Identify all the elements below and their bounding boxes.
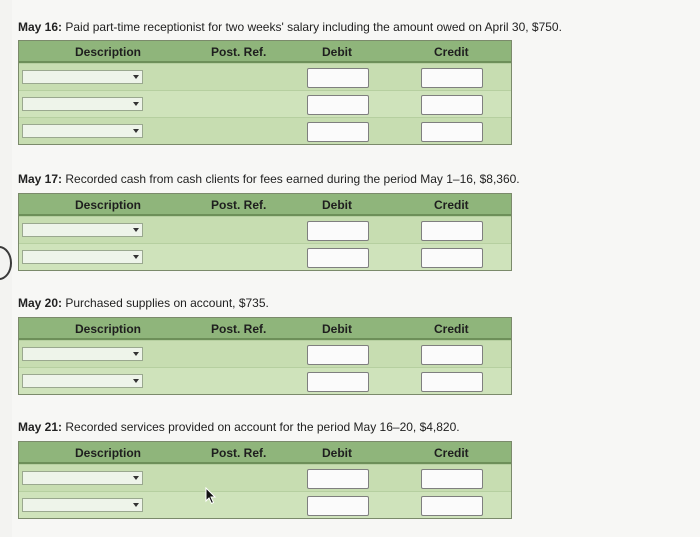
debit-input[interactable] bbox=[307, 469, 369, 489]
account-select[interactable] bbox=[22, 97, 143, 111]
entry-date: May 20: bbox=[18, 296, 63, 310]
col-debit: Debit bbox=[322, 322, 352, 336]
account-select[interactable] bbox=[22, 471, 143, 485]
col-debit: Debit bbox=[322, 45, 352, 59]
account-select[interactable] bbox=[22, 374, 143, 388]
col-description: Description bbox=[75, 322, 142, 336]
entry-date: May 17: bbox=[18, 172, 63, 186]
entry-row bbox=[19, 491, 511, 518]
journal-grid bbox=[18, 193, 512, 271]
dropdown-arrow-icon bbox=[133, 129, 139, 133]
col-post-ref: Post. Ref. bbox=[211, 198, 267, 212]
credit-input[interactable] bbox=[421, 122, 483, 142]
dropdown-arrow-icon bbox=[133, 379, 139, 383]
entry-row bbox=[19, 340, 511, 367]
entry-row bbox=[19, 117, 511, 144]
credit-input[interactable] bbox=[421, 95, 483, 115]
account-select[interactable] bbox=[22, 250, 143, 264]
entry-title bbox=[18, 172, 520, 186]
credit-input[interactable] bbox=[421, 345, 483, 365]
grid-header bbox=[19, 318, 511, 340]
entry-row bbox=[19, 464, 511, 491]
journal-grid bbox=[18, 317, 512, 395]
dropdown-arrow-icon bbox=[133, 352, 139, 356]
journal-grid bbox=[18, 441, 512, 519]
entry-date: May 21: bbox=[18, 420, 63, 434]
grid-header bbox=[19, 41, 511, 63]
credit-input[interactable] bbox=[421, 372, 483, 392]
dropdown-arrow-icon bbox=[133, 255, 139, 259]
debit-input[interactable] bbox=[307, 68, 369, 88]
col-description: Description bbox=[75, 45, 142, 59]
col-post-ref: Post. Ref. bbox=[211, 322, 267, 336]
dropdown-arrow-icon bbox=[133, 102, 139, 106]
col-description: Description bbox=[75, 198, 142, 212]
debit-input[interactable] bbox=[307, 345, 369, 365]
entry-title bbox=[18, 20, 562, 34]
debit-input[interactable] bbox=[307, 122, 369, 142]
entry-text: Purchased supplies on account, $735. bbox=[65, 296, 269, 310]
account-select[interactable] bbox=[22, 124, 143, 138]
credit-input[interactable] bbox=[421, 221, 483, 241]
entry-text: Recorded cash from cash clients for fees earned during the period May 1–16, $8,360. bbox=[65, 172, 520, 186]
entry-title bbox=[18, 420, 460, 434]
entry-row bbox=[19, 90, 511, 117]
debit-input[interactable] bbox=[307, 248, 369, 268]
credit-input[interactable] bbox=[421, 469, 483, 489]
entry-row bbox=[19, 367, 511, 394]
entry-row bbox=[19, 63, 511, 90]
dropdown-arrow-icon bbox=[133, 75, 139, 79]
account-select[interactable] bbox=[22, 70, 143, 84]
account-select[interactable] bbox=[22, 347, 143, 361]
account-select[interactable] bbox=[22, 223, 143, 237]
debit-input[interactable] bbox=[307, 496, 369, 516]
col-post-ref: Post. Ref. bbox=[211, 446, 267, 460]
debit-input[interactable] bbox=[307, 372, 369, 392]
credit-input[interactable] bbox=[421, 248, 483, 268]
col-credit: Credit bbox=[434, 45, 469, 59]
col-description: Description bbox=[75, 446, 142, 460]
account-select[interactable] bbox=[22, 498, 143, 512]
entry-row bbox=[19, 243, 511, 270]
col-credit: Credit bbox=[434, 198, 469, 212]
journal-grid bbox=[18, 40, 512, 145]
col-credit: Credit bbox=[434, 446, 469, 460]
page-edge-arc bbox=[0, 246, 12, 280]
entry-date: May 16: bbox=[18, 20, 63, 34]
mouse-cursor-icon bbox=[205, 487, 217, 505]
grid-header bbox=[19, 194, 511, 216]
grid-header bbox=[19, 442, 511, 464]
dropdown-arrow-icon bbox=[133, 228, 139, 232]
dropdown-arrow-icon bbox=[133, 476, 139, 480]
dropdown-arrow-icon bbox=[133, 503, 139, 507]
entry-title bbox=[18, 296, 269, 310]
entry-text: Recorded services provided on account for the period May 16–20, $4,820. bbox=[65, 420, 460, 434]
entry-row bbox=[19, 216, 511, 243]
entry-text: Paid part-time receptionist for two weeks' salary including the amount owed on April 30, $750. bbox=[65, 20, 562, 34]
col-debit: Debit bbox=[322, 446, 352, 460]
credit-input[interactable] bbox=[421, 68, 483, 88]
col-credit: Credit bbox=[434, 322, 469, 336]
col-debit: Debit bbox=[322, 198, 352, 212]
col-post-ref: Post. Ref. bbox=[211, 45, 267, 59]
credit-input[interactable] bbox=[421, 496, 483, 516]
debit-input[interactable] bbox=[307, 95, 369, 115]
debit-input[interactable] bbox=[307, 221, 369, 241]
